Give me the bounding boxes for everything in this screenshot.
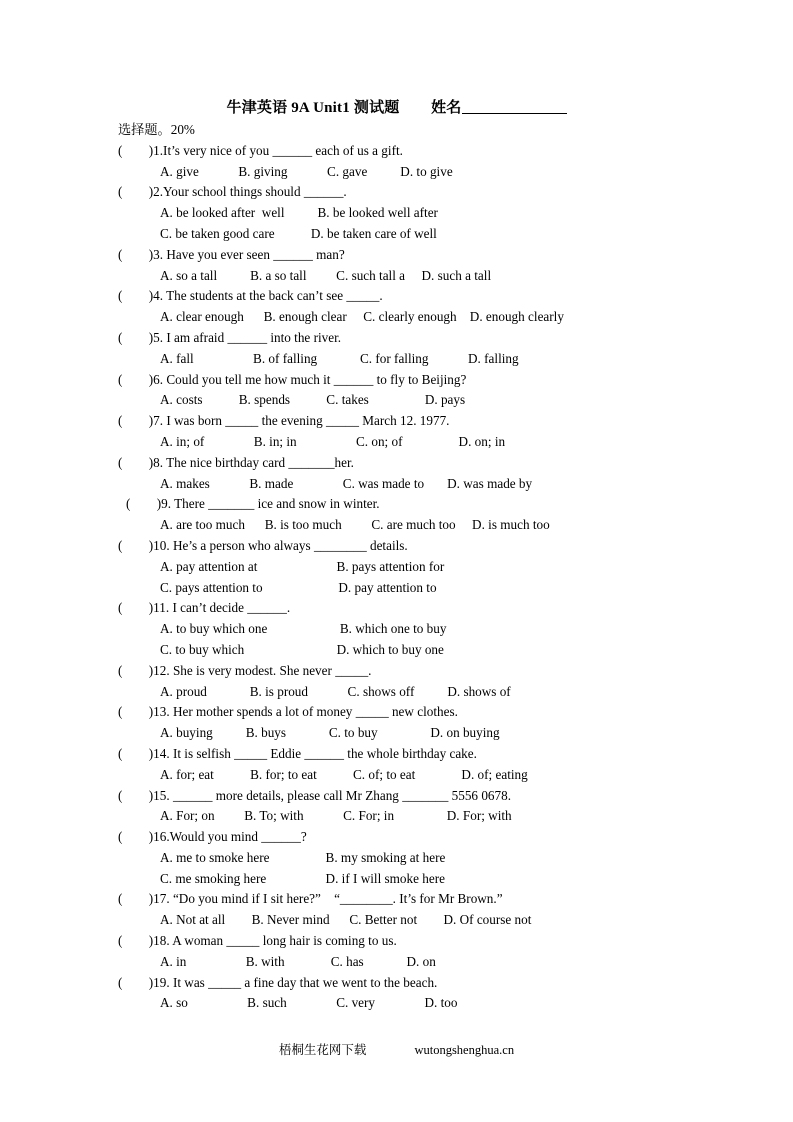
- question-stem: ( )4. The students at the back can’t see _____.: [118, 288, 383, 304]
- question-options: A. buying B. buys C. to buy D. on buying: [160, 725, 500, 741]
- question-stem: ( )6. Could you tell me how much it ______ to fly to Beijing?: [118, 371, 467, 387]
- question-stem: ( )15. ______ more details, please call Mr Zhang _______ 5556 0678.: [118, 787, 511, 803]
- question-options: A. so B. such C. very D. too: [160, 995, 458, 1011]
- question-stem: ( )9. There _______ ice and snow in winter.: [126, 496, 380, 512]
- question-options: A. For; on B. To; with C. For; in D. For; with: [160, 808, 512, 824]
- question-stem: ( )8. The nice birthday card _______her.: [118, 454, 354, 470]
- question-options: C. me smoking here D. if I will smoke here: [160, 870, 445, 886]
- section-heading: 选择题。20%: [118, 122, 195, 137]
- question-stem: ( )5. I am afraid ______ into the river.: [118, 329, 342, 345]
- footer-site-name: 梧桐生花网下载: [278, 1043, 367, 1057]
- footer-site-url: wutongshenghua.cn: [414, 1043, 515, 1057]
- question-stem: ( )10. He’s a person who always ________ details.: [118, 537, 408, 553]
- question-stem: ( )2.Your school things should ______.: [118, 184, 347, 200]
- question-stem: ( )19. It was _____ a fine day that we went to the beach.: [118, 974, 438, 990]
- question-options: A. fall B. of falling C. for falling D. falling: [160, 350, 519, 366]
- question-options: A. for; eat B. for; to eat C. of; to eat D. of; eating: [160, 766, 528, 782]
- question-options: A. to buy which one B. which one to buy: [160, 621, 447, 637]
- question-stem: ( )18. A woman _____ long hair is coming to us.: [118, 933, 397, 949]
- question-options: A. in; of B. in; in C. on; of D. on; in: [160, 433, 506, 449]
- question-options: A. pay attention at B. pays attention for: [160, 558, 445, 574]
- question-options: A. makes B. made C. was made to D. was made by: [160, 475, 533, 491]
- question-options: A. proud B. is proud C. shows off D. shows of: [160, 683, 511, 699]
- question-options: A. in B. with C. has D. on: [160, 953, 436, 969]
- name-label: 姓名: [431, 100, 462, 116]
- question-stem: ( )14. It is selfish _____ Eddie ______ the whole birthday cake.: [118, 745, 477, 761]
- question-stem: ( )17. “Do you mind if I sit here?” “________. It’s for Mr Brown.”: [118, 891, 503, 907]
- question-stem: ( )7. I was born _____ the evening _____ March 12. 1977.: [118, 413, 450, 429]
- question-options: A. me to smoke here B. my smoking at here: [160, 849, 446, 865]
- page-footer: [0, 1040, 793, 1058]
- page-title-text: 牛津英语 9A Unit1 测试题: [226, 100, 400, 116]
- question-options: A. so a tall B. a so tall C. such tall a D. such a tall: [160, 267, 492, 283]
- question-options: A. be looked after well B. be looked well after: [160, 205, 438, 221]
- page-title: [0, 96, 793, 117]
- question-stem: ( )13. Her mother spends a lot of money _____ new clothes.: [118, 704, 458, 720]
- question-options: C. be taken good care D. be taken care of well: [160, 225, 437, 241]
- question-stem: ( )12. She is very modest. She never _____.: [118, 662, 372, 678]
- question-options: A. give B. giving C. gave D. to give: [160, 163, 453, 179]
- question-options: A. clear enough B. enough clear C. clearly enough D. enough clearly: [160, 309, 564, 325]
- question-stem: ( )16.Would you mind ______?: [118, 829, 307, 845]
- exam-body: [118, 120, 728, 1014]
- title-gap: [399, 100, 431, 117]
- question-stem: ( )3. Have you ever seen ______ man?: [118, 246, 345, 262]
- question-options: A. Not at all B. Never mind C. Better not D. Of course not: [160, 912, 532, 928]
- question-options: C. pays attention to D. pay attention to: [160, 579, 437, 595]
- question-options: C. to buy which D. which to buy one: [160, 641, 444, 657]
- question-stem: ( )1.It’s very nice of you ______ each of us a gift.: [118, 142, 403, 158]
- question-options: A. are too much B. is too much C. are much too D. is much too: [160, 517, 550, 533]
- name-blank-line: [462, 100, 567, 114]
- question-options: A. costs B. spends C. takes D. pays: [160, 392, 466, 408]
- question-stem: ( )11. I can’t decide ______.: [118, 600, 291, 616]
